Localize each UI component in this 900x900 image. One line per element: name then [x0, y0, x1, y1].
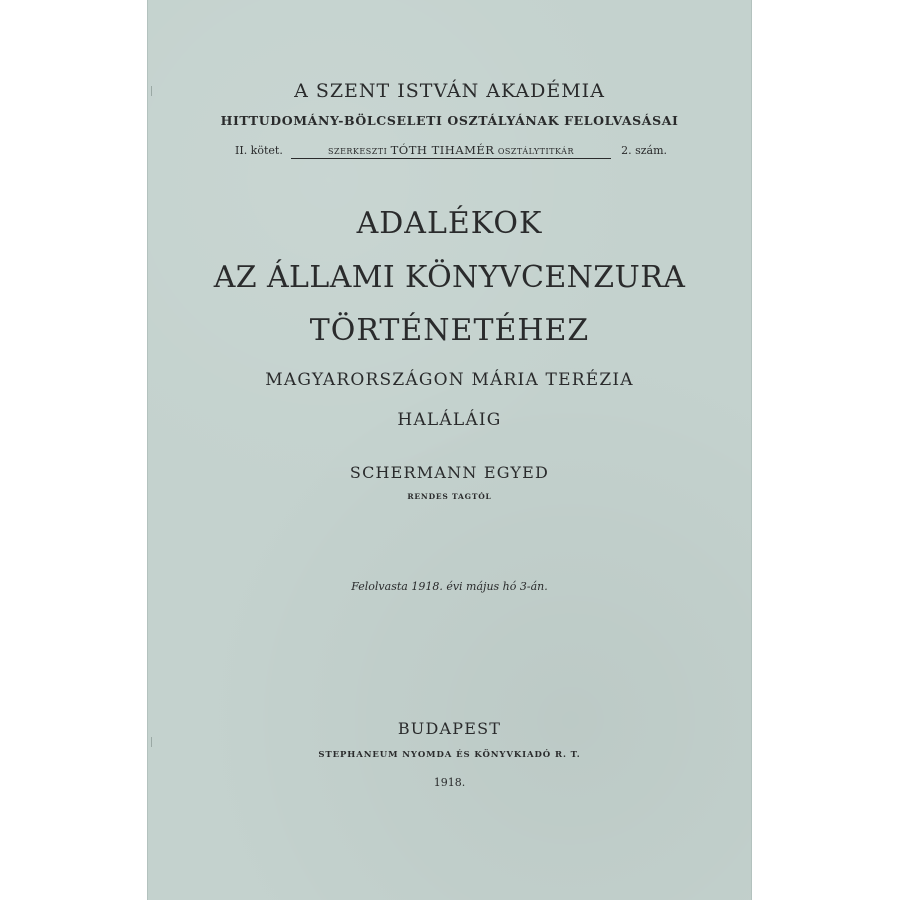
title-line-2: AZ ÁLLAMI KÖNYVCENZURA — [213, 260, 686, 295]
author-role: RENDES TAGTÓL — [407, 492, 492, 501]
editor-prefix: SZERKESZTI — [328, 147, 388, 156]
publisher-name: STEPHANEUM NYOMDA ÉS KÖNYVKIADÓ R. T. — [318, 750, 581, 760]
volume-label: II. kötet. — [235, 144, 283, 157]
edge-mark — [151, 737, 152, 747]
title-line-1: ADALÉKOK — [356, 206, 543, 241]
editor-line — [291, 143, 611, 159]
series-name: HITTUDOMÁNY-BÖLCSELETI OSZTÁLYÁNAK FELOLVASÁSAI — [220, 113, 679, 128]
author-name: SCHERMANN EGYED — [349, 463, 550, 482]
subtitle-line-1: MAGYARORSZÁGON MÁRIA TERÉZIA — [265, 370, 634, 390]
subtitle-line-2: HALÁLÁIG — [397, 410, 502, 430]
publication-city: BUDAPEST — [397, 719, 502, 738]
editor-role: OSZTÁLYTITKÁR — [497, 147, 574, 156]
reading-date-note: Felolvasta 1918. évi május hó 3-án. — [351, 580, 548, 593]
issue-number: 2. szám. — [621, 144, 667, 157]
book-cover — [147, 0, 752, 900]
editor-row — [235, 143, 667, 161]
editor-name: TÓTH TIHAMÉR — [390, 143, 495, 157]
publication-year: 1918. — [433, 776, 466, 789]
academy-name: A SZENT ISTVÁN AKADÉMIA — [294, 80, 605, 102]
title-line-3: TÖRTÉNETÉHEZ — [309, 313, 590, 348]
